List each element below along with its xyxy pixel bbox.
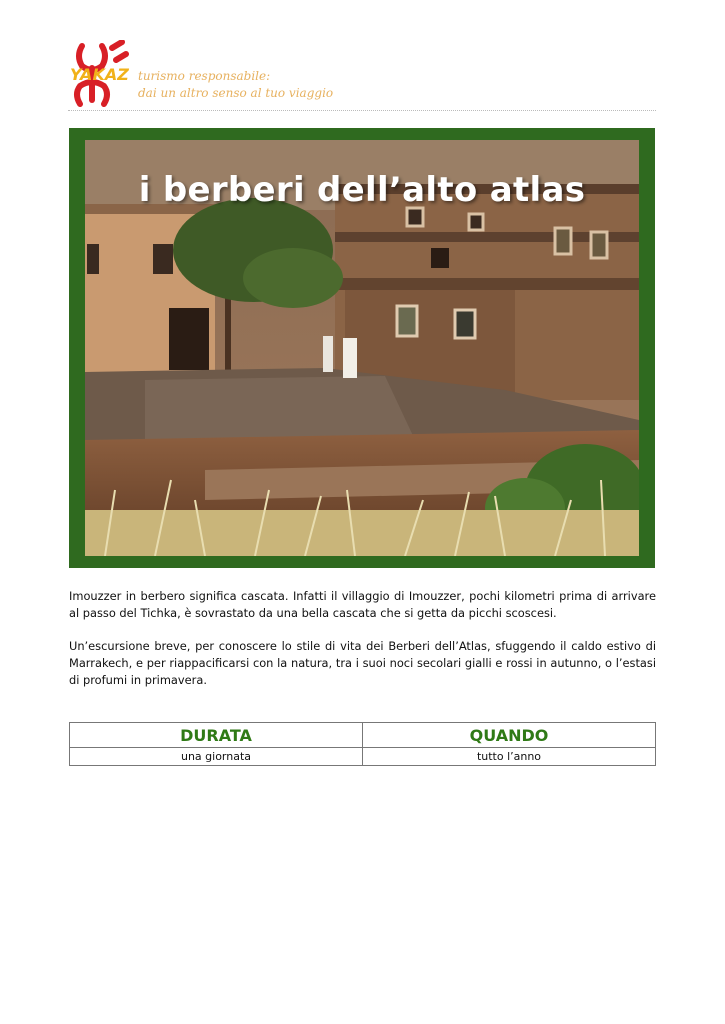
tagline-line-1: turismo responsabile: xyxy=(138,69,271,83)
tagline-line-2: dai un altro senso al tuo viaggio xyxy=(138,86,334,100)
table-header-row xyxy=(70,723,656,748)
info-table xyxy=(69,722,656,766)
tagline xyxy=(138,68,333,102)
banner-photo xyxy=(85,140,639,556)
description-paragraph: Un’escursione breve, per conoscere lo stile di vita dei Berberi dell’Atlas, sfuggendo il caldo estivo di Marrakech, e per riappacificarsi con la natura, tra i suoi noci secolari gialli e rossi in autunno, o l’estasi di profumi in primavera. xyxy=(69,639,656,687)
page-header xyxy=(68,40,656,111)
banner-photo-frame xyxy=(69,128,655,568)
yakaz-logo-icon xyxy=(68,40,130,108)
duration-header: DURATA xyxy=(70,723,363,748)
banner-title: i berberi dell’alto atlas xyxy=(138,170,586,210)
when-header: QUANDO xyxy=(363,723,656,748)
duration-value: una giornata xyxy=(70,748,363,766)
table-row xyxy=(70,748,656,766)
svg-text:YAKAZ: YAKAZ xyxy=(70,65,129,84)
when-value: tutto l’anno xyxy=(363,748,656,766)
intro-paragraph: Imouzzer in berbero significa cascata. Infatti il villaggio di Imouzzer, pochi kilometri prima di arrivare al passo del Tichka, è sovrastato da una bella cascata che si getta da picchi scoscesi. xyxy=(69,589,656,620)
